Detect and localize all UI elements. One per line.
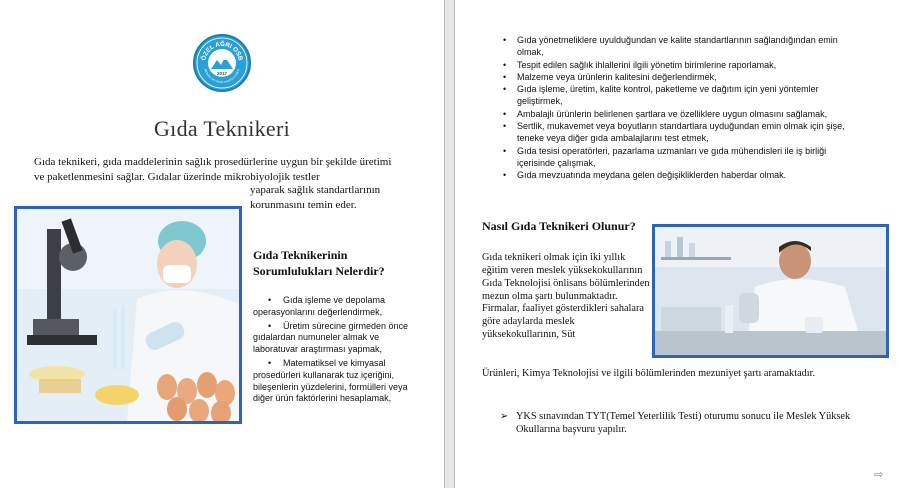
bullet-icon: •	[503, 84, 507, 95]
duties-list	[503, 34, 863, 182]
bullet-icon: •	[503, 121, 507, 132]
list-item: • Gıda tesisi operatörleri, pazarlama uzmanları ve gıda mühendisleri ile iş birliği içerisinde çalışmak,	[503, 145, 827, 168]
responsibilities-heading: Gıda Teknikerinin Sorumlulukları Nelerdir?	[253, 248, 385, 278]
bullet-icon: •	[503, 35, 507, 45]
list-item: • Gıda yönetmeliklere uyulduğundan ve kalite standartlarının sağlandığından emin olmak,	[503, 35, 838, 58]
intro-paragraph: Gıda teknikeri, gıda maddelerinin sağlık prosedürlerine uygun bir şekilde üretimi ve paketlenmesini sağlar. Gıdalar üzerinde mikrobiyolojik testler	[34, 156, 392, 183]
list-item: • Gıda işleme, üretim, kalite kontrol, paketleme ve dağıtım için yeni yöntemler geliştirmek,	[503, 84, 819, 107]
bullet-icon: •	[268, 295, 272, 305]
list-item: • Gıda işleme ve depolama operasyonlarını değerlendirmek,	[253, 295, 386, 317]
next-page-arrow-icon[interactable]: ⇨	[874, 469, 884, 481]
bullet-icon: •	[268, 320, 272, 331]
lab-technician-photo	[14, 206, 242, 424]
how-to-become-paragraph: Gıda teknikeri olmak için iki yıllık eğitim veren meslek yüksekokullarının Gıda Teknolojisi önlisans bölümlerinden mezun olma şartı bulunmaktadır. Firmalar, faaliyet gösterdikleri sahalara göre adaylarda meslek yüksekokullarının, Süt	[482, 252, 650, 341]
page-separator	[444, 0, 455, 488]
arrow-bullet-icon: ➢	[500, 411, 509, 422]
list-item: • Ambalajlı ürünlerin belirlenen şartlara ve özelliklere uygun olmasını sağlamak,	[503, 108, 828, 119]
list-item: • Tespit edilen sağlık ihlallerini ilgili yönetim birimlerine raporlamak,	[503, 59, 777, 70]
list-item: • Malzeme veya ürünlerin kalitesini değerlendirmek,	[503, 71, 717, 82]
document-page-left	[0, 0, 444, 488]
logo-bottom-text: MESLEKİ VE TEKNİK ANADOLU LİSESİ	[203, 68, 241, 85]
document-title: Gıda Teknikeri	[153, 116, 291, 141]
logo-year: 2017	[216, 71, 228, 76]
how-to-become-heading: Nasıl Gıda Teknikeri Olunur?	[482, 219, 636, 233]
how-to-become-paragraph-continued: Ürünleri, Kimya Teknolojisi ve ilgili bölümlerinden mezuniyet şartı aramaktadır.	[482, 368, 816, 379]
list-item: • Matematiksel ve kimyasal prosedürleri kullanarak tuz içeriğini, bileşenlerin yüzdelerini, formülleri veya diğer ürün faktörlerini hesaplamak,	[253, 357, 408, 404]
logo-ring-text: ÖZEL AĞRI OSB	[200, 40, 244, 62]
bullet-icon: •	[503, 170, 507, 181]
list-item: • Üretim sürecine girmeden önce gıdalardan numuneler almak ve laboratuvar araştırması yapmak,	[253, 320, 409, 355]
list-item: • Gıda mevzuatında meydana gelen değişikliklerden haberdar olmak.	[503, 170, 787, 181]
bullet-icon: •	[503, 59, 507, 70]
bullet-icon: •	[503, 108, 507, 119]
bullet-icon: •	[268, 357, 272, 368]
school-logo	[193, 34, 251, 92]
male-technician-photo	[652, 224, 889, 358]
logo-emblem-icon	[195, 36, 249, 90]
intro-paragraph-continued: yaparak sağlık standartlarının korunmasını temin eder.	[250, 184, 381, 211]
list-item: • Sertlik, mukavemet veya boyutların standartlara uyduğundan emin olmak için şişe, teneke veya diğer gıda ambalajlarını test etmek,	[503, 121, 845, 144]
yks-note-text: YKS sınavından TYT(Temel Yeterlilik Testi) oturumu sonucu ile Meslek Yüksek Okullarına başvuru yapılır.	[516, 411, 851, 435]
bullet-icon: •	[503, 145, 507, 156]
responsibilities-list	[253, 295, 425, 407]
bullet-icon: •	[503, 71, 507, 82]
